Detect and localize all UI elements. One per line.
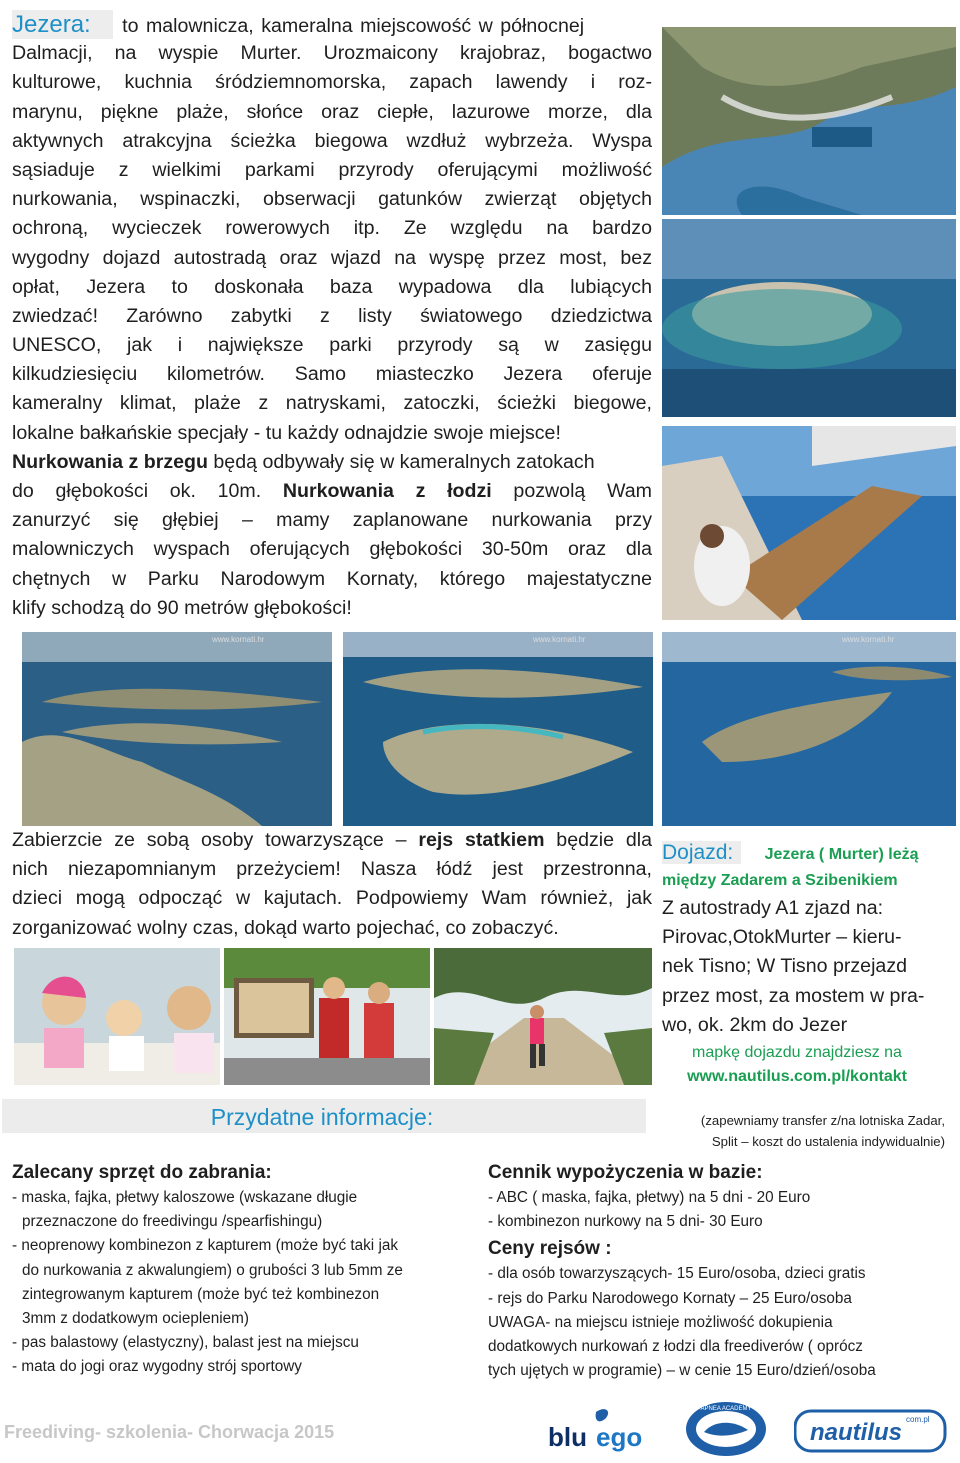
gear-item: do nurkowania z akwalungiem) o grubości 3 lub 5mm ze — [22, 1261, 403, 1279]
directions-line: Pirovac,OtokMurter – kieru- — [662, 926, 902, 949]
intro-line: kameralny klimat, plaże z natryskami, zatoczki, ścieżki biegowe, — [12, 392, 652, 415]
cruise-item: - dla osób towarzyszących- 15 Euro/osoba, dzieci gratis — [488, 1265, 866, 1283]
watermark: www.kornati.hr — [212, 635, 265, 644]
cruise-item: tych ujętych w programie) – w cenie 15 Euro/dzień/osoba — [488, 1362, 876, 1380]
intro-line: lokalne bałkańskie specjały - tu każdy odnajdzie swoje miejsce! — [12, 421, 561, 444]
intro-line: malowniczych wyspach oferujących głębokości 30-50m oraz dla — [12, 538, 652, 561]
nautilus-logo — [794, 1408, 950, 1454]
boat-line: Zabierzcie ze sobą osoby towarzyszące – rejs statkiem będzie dla — [12, 829, 653, 851]
photo-boat-deck — [662, 426, 956, 620]
boat-line: dzieci mogą odpocząć w kajutach. Podpowiemy Wam również, jak — [12, 887, 652, 910]
rent-list — [488, 1186, 958, 1234]
prices-section — [488, 1160, 958, 1383]
directions-label: Dojazd: — [662, 841, 741, 864]
boat-trip-text — [12, 826, 652, 943]
intro-line: ochroną, wycieczek rowerowych itp. Ze względu na bardzo — [12, 217, 652, 240]
intro-line-dive-shore: Nurkowania z brzegu będą odbywały się w kameralnych zatokach — [12, 450, 595, 473]
cruise-list — [488, 1262, 958, 1383]
gear-heading: Zalecany sprzęt do zabrania: — [12, 1162, 272, 1183]
info-title: Przydatne informacje: — [210, 1104, 434, 1130]
intro-line: kilkudziesięciu kilometrów. Samo miasteczko Jezera oferuje — [12, 363, 652, 386]
intro-line: sąsiaduje z wielkimi parkami przyrody oferującymi możliwość — [12, 158, 652, 181]
photo-rocky-islet — [662, 219, 956, 417]
rent-item: - ABC ( maska, fajka, płetwy) na 5 dni - 20 Euro — [488, 1189, 811, 1206]
gear-item: - neoprenowy kombinezon z kapturem (może być taki jak — [12, 1237, 398, 1255]
photo-cyclists — [224, 948, 430, 1085]
directions-line: Z autostrady A1 zjazd na: — [662, 897, 884, 919]
transfer-note: (zapewniamy transfer z/na lotniska Zadar, Split – koszt do ustalenia indywidualnie) — [700, 1113, 945, 1149]
directions-line: nek Tisno; W Tisno przejazd — [662, 955, 908, 978]
apnea-academy-logo — [684, 1400, 768, 1458]
directions-heading: Dojazd: Jezera ( Murter) leżą — [662, 841, 919, 864]
intro-line-1: Jezera: to malownicza, kameralna miejscowość w północnej — [12, 11, 585, 38]
gear-list — [12, 1186, 482, 1380]
directions-block — [662, 840, 942, 1088]
bluego-logo — [546, 1404, 666, 1454]
boat-line: nich niezapomnianym przeżyciem! Nasza łódź jest przestronna, — [12, 858, 652, 881]
photo-kornati-islands-2 — [343, 632, 653, 826]
intro-line: kulturowe, kuchnia śródziemnomorska, zapach lawendy i roz- — [12, 71, 652, 94]
svg-text:nautilus: nautilus — [810, 1419, 903, 1446]
footer-text: Freediving- szkolenia- Chorwacja 2015 — [4, 1422, 335, 1442]
directions-route: między Zadarem a Szibenikiem — [662, 872, 898, 889]
svg-text:APNEA ACADEMY: APNEA ACADEMY — [700, 1406, 752, 1412]
boat-line: zorganizować wolny czas, dokąd warto pojechać, co zobaczyć. — [12, 916, 559, 939]
intro-line: marynu, piękne plaże, słońce oraz ciepłe, lazurowe morze, dla — [12, 100, 652, 123]
gear-item: - mata do jogi oraz wygodny strój sportowy — [12, 1358, 302, 1376]
svg-text:com.pl: com.pl — [906, 1415, 930, 1424]
gear-item: 3mm z dodatkowym ociepleniem) — [22, 1310, 249, 1328]
intro-text — [12, 10, 652, 623]
directions-line: przez most, za mostem w pra- — [662, 984, 925, 1007]
gear-item: - pas balastowy (elastyczny), balast jest na miejscu — [12, 1334, 359, 1352]
photo-jezera-harbour — [662, 27, 956, 215]
cruise-item: dodatkowych nurkowań z łodzi dla freediverów ( oprócz — [488, 1338, 863, 1356]
cruise-heading: Ceny rejsów : — [488, 1238, 612, 1260]
map-link[interactable]: www.nautilus.com.pl/kontakt — [687, 1068, 907, 1086]
gear-section — [12, 1160, 482, 1380]
photo-runner — [434, 948, 652, 1085]
intro-line: UNESCO, jak i największe parki przyrody są w zasięgu — [12, 334, 652, 357]
intro-line-dive-boat: do głębokości ok. 10m. Nurkowania z łodzi pozwolą Wam — [12, 480, 652, 502]
photo-children-drawing — [14, 948, 220, 1085]
intro-line: nurkowania, wspinaczki, obserwacji gatunków zwierząt objętych — [12, 188, 652, 211]
svg-text:ego: ego — [596, 1422, 643, 1452]
watermark: www.kornati.hr — [533, 635, 586, 644]
intro-line: opłat, Jezera to doskonała baza wypadowa dla lubiących — [12, 275, 652, 298]
intro-line: klify schodzą do 90 metrów głębokości! — [12, 596, 352, 619]
rent-item: - kombinezon nurkowy na 5 dni- 30 Euro — [488, 1213, 763, 1231]
directions-line: wo, ok. 2km do Jezer — [662, 1013, 848, 1036]
photo-kornati-islands-1 — [22, 632, 332, 826]
cruise-item: - rejs do Parku Narodowego Kornaty – 25 Euro/osoba — [488, 1289, 852, 1307]
intro-line: Dalmacji, na wyspie Murter. Urozmaicony krajobraz, bogactwo — [12, 42, 652, 65]
intro-line: aktywnych atrakcyjna ścieżka biegowa wzdłuż wybrzeża. Wyspa — [12, 129, 652, 152]
intro-line: chętnych w Parku Narodowym Kornaty, którego majestatyczne — [12, 567, 652, 590]
photo-kornati-islands-3 — [662, 632, 956, 826]
watermark: www.kornati.hr — [842, 635, 895, 644]
gear-item: zintegrowanym kapturem (może być też kombinezon — [22, 1285, 380, 1303]
section-title-jezera: Jezera: — [12, 10, 113, 39]
intro-line: zanurzyć się głębiej – mamy zaplanowane nurkowania przy — [12, 509, 652, 532]
cruise-item: UWAGA- na miejscu istnieje możliwość dokupienia — [488, 1313, 833, 1331]
intro-line: wygodny dojazd autostradą oraz wjazd na wyspę przez most, bez — [12, 246, 652, 269]
svg-text:blu: blu — [548, 1422, 587, 1452]
gear-item: - maska, fajka, płetwy kaloszowe (wskazane długie — [12, 1189, 358, 1206]
rent-heading: Cennik wypożyczenia w bazie: — [488, 1162, 763, 1183]
intro-line: zwiedzać! Zarówno zabytki z listy światowego dziedzictwa — [12, 304, 652, 327]
map-note: mapkę dojazdu znajdziesz na — [692, 1044, 902, 1062]
gear-item: przeznaczone do freedivingu /spearfishingu) — [22, 1213, 323, 1231]
